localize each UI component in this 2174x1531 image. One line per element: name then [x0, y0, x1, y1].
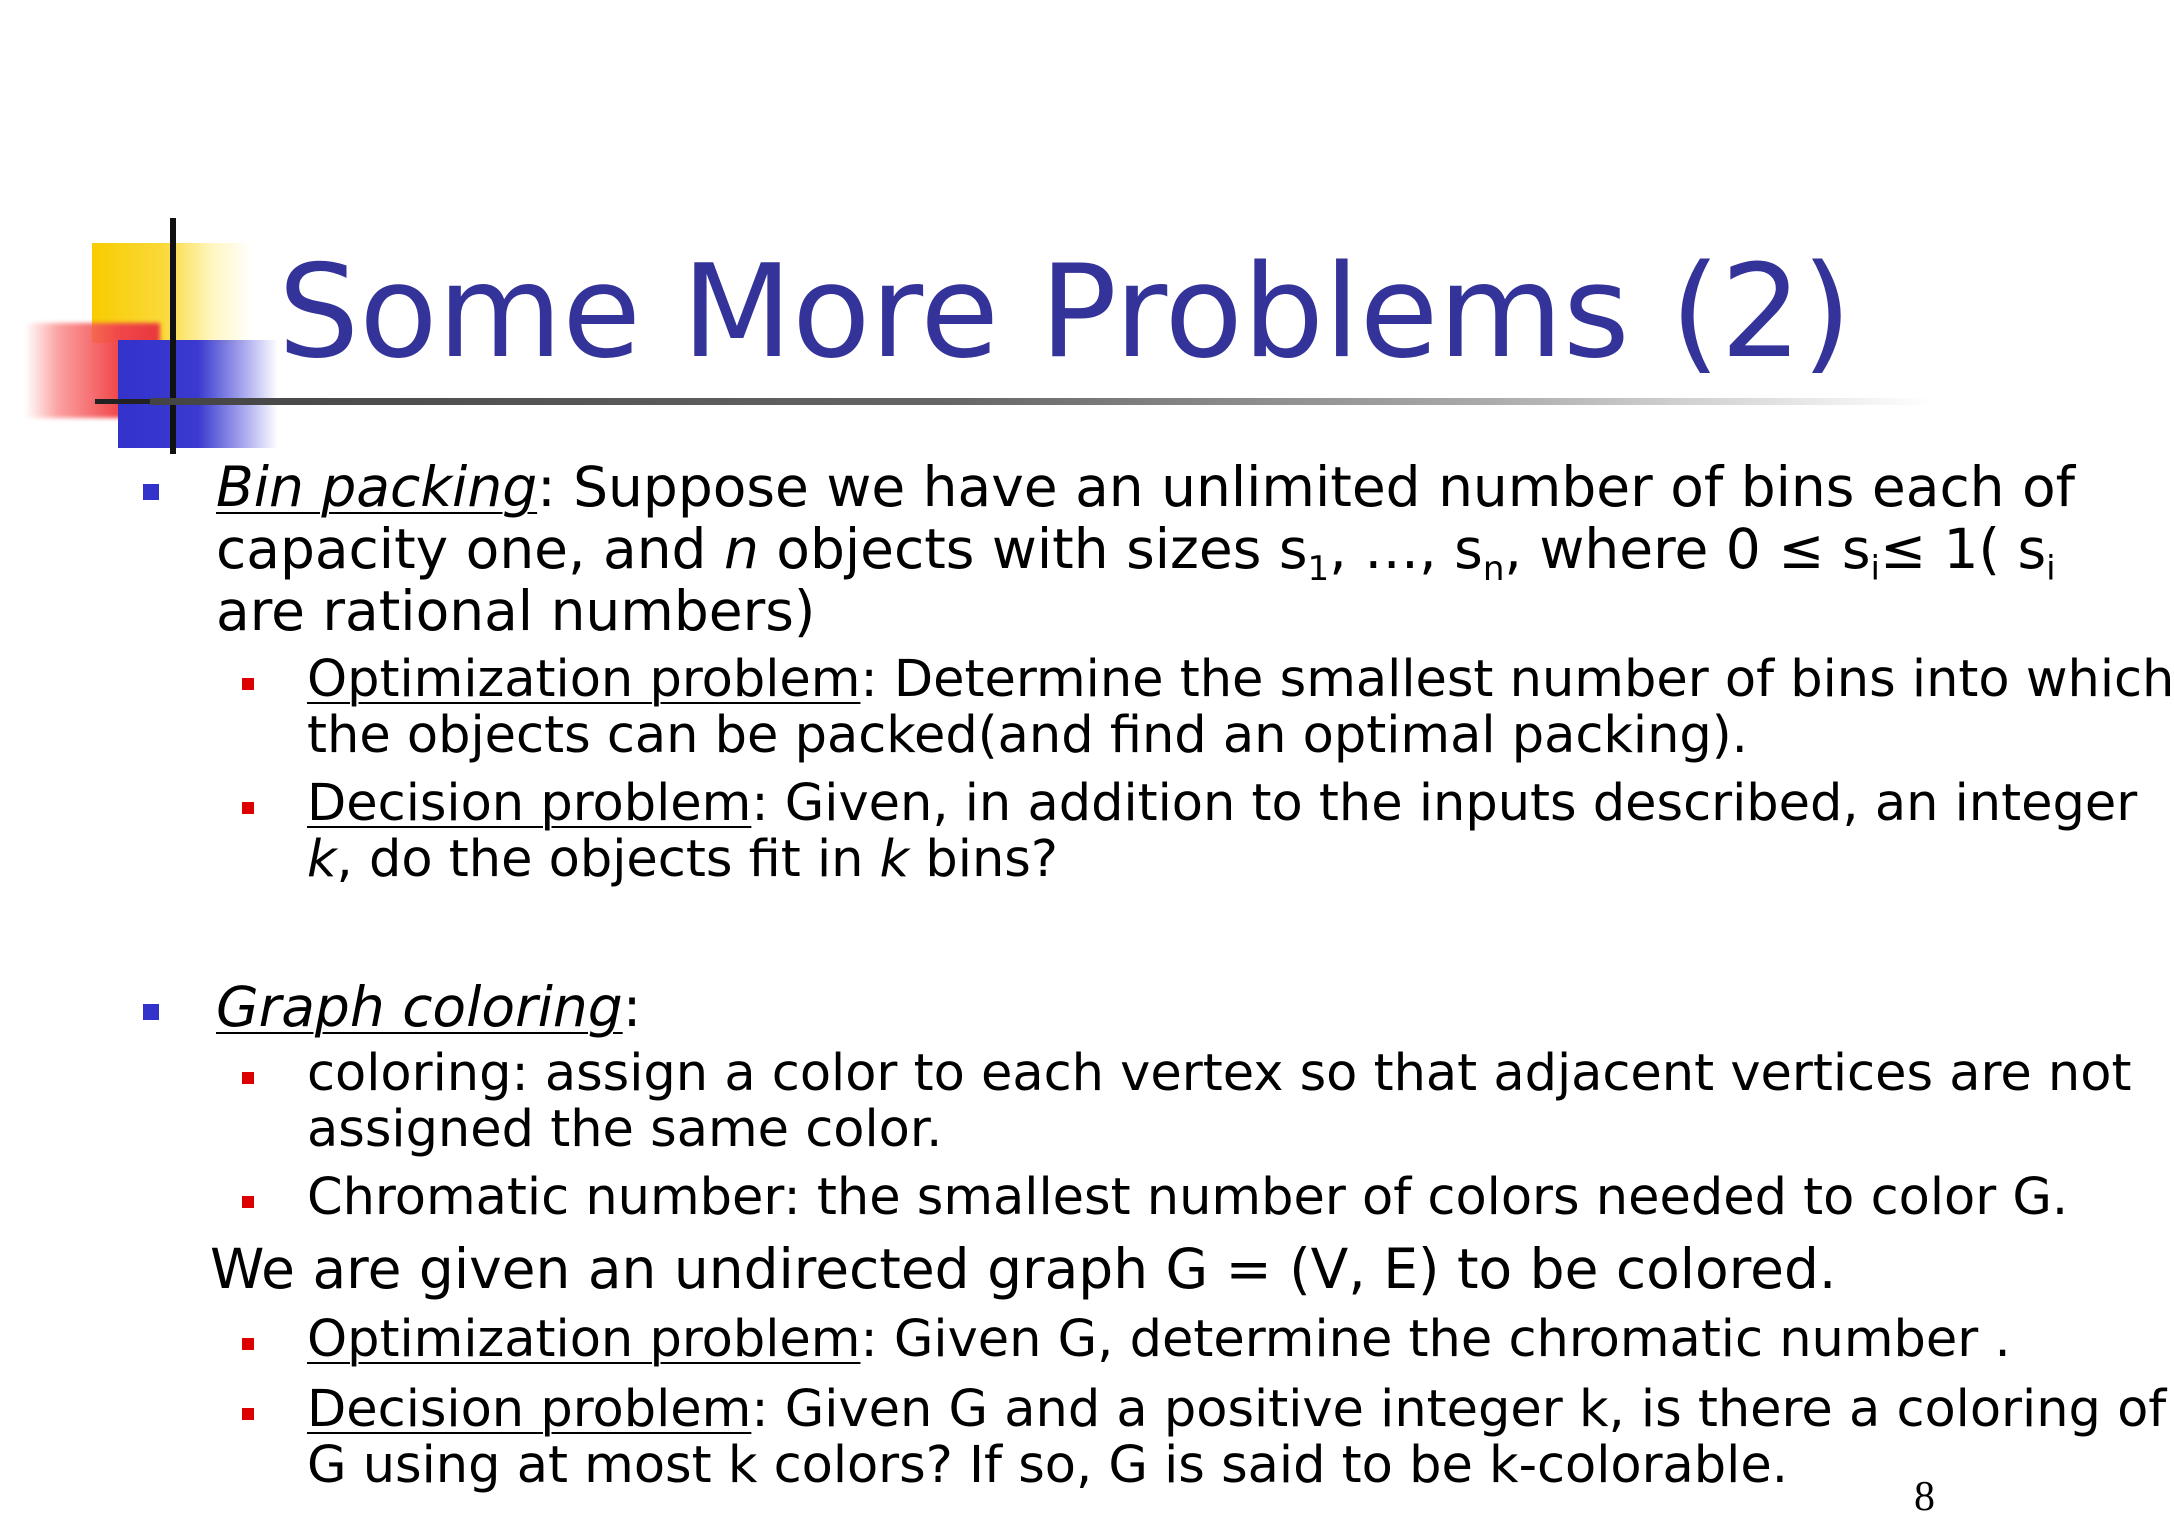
bullet-coloring-def [242, 1072, 254, 1084]
bullet-chromatic [242, 1196, 254, 1208]
graph-opt-term: Optimization problem [307, 1310, 861, 1369]
title-underline-rule [150, 398, 1930, 405]
bullet-graph-opt [242, 1338, 254, 1350]
bullet-bin-packing [143, 484, 159, 500]
bin-dec-line-2: k, do the objects fit in k bins? [307, 830, 1058, 889]
graph-dec-term: Decision problem [307, 1380, 752, 1439]
coloring-def-line-2: assigned the same color. [307, 1100, 943, 1159]
graph-dec-line-2: G using at most k colors? If so, G is said to be k-colorable. [307, 1436, 1788, 1495]
bullet-graph-dec [242, 1408, 254, 1420]
bin-opt-line-2: the objects can be packed(and find an optimal packing). [307, 706, 1748, 765]
graph-coloring-line: Graph coloring: [216, 975, 642, 1039]
bullet-bin-dec [242, 802, 254, 814]
slide-title: Some More Problems (2) [278, 238, 1852, 387]
graph-given-line: We are given an undirected graph G = (V, E) to be colored. [210, 1237, 1837, 1301]
bin-packing-term: Bin packing [216, 455, 538, 519]
logo-blue-square [118, 340, 278, 448]
slide-logo-decoration [0, 0, 300, 460]
bin-dec-line-1: Decision problem: Given, in addition to the inputs described, an integer [307, 774, 2138, 833]
chromatic-number-line: Chromatic number: the smallest number of colors needed to color G. [307, 1168, 2069, 1227]
bin-opt-line-1: Optimization problem: Determine the smallest number of bins into which [307, 650, 2174, 709]
bin-dec-term: Decision problem [307, 774, 752, 833]
bin-packing-line-2: capacity one, and n objects with sizes $s_1$, …, $s_n$, where $0 \le s_i\le 1$( $s_i$ [216, 517, 2056, 589]
graph-coloring-term: Graph coloring [216, 975, 623, 1039]
coloring-def-line-1: coloring: assign a color to each vertex so that adjacent vertices are not [307, 1044, 2132, 1103]
logo-vertical-line [170, 218, 176, 454]
page-number: 8 [1914, 1474, 1935, 1520]
bin-opt-term: Optimization problem [307, 650, 861, 709]
bin-packing-line-3: are rational numbers) [216, 579, 816, 643]
graph-dec-line-1: Decision problem: Given G and a positive integer k, is there a coloring of [307, 1380, 2167, 1439]
bullet-graph-coloring [143, 1004, 159, 1020]
bin-packing-line-1: Bin packing: Suppose we have an unlimited number of bins each of [216, 455, 2076, 519]
bullet-bin-opt [242, 678, 254, 690]
graph-opt-line: Optimization problem: Given G, determine the chromatic number . [307, 1310, 2011, 1369]
